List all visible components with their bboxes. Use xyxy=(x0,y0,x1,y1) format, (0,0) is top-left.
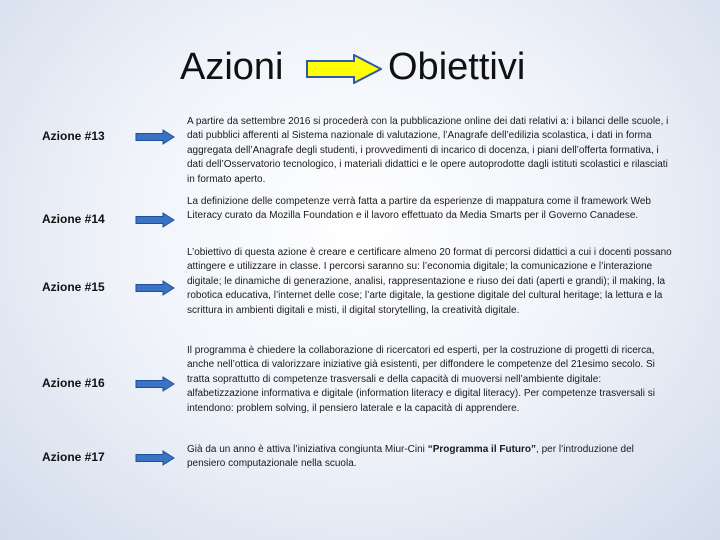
action-label-15: Azione #15 xyxy=(42,280,105,294)
right-arrow-icon xyxy=(306,54,382,84)
action-description-17 xyxy=(187,443,675,472)
title-obiettivi: Obiettivi xyxy=(388,46,526,88)
description-text: Già da un anno è attiva l’iniziativa congiunta Miur-Cini xyxy=(187,444,428,455)
action-label-14: Azione #14 xyxy=(42,212,105,226)
title-azioni: Azioni xyxy=(180,46,284,88)
action-label-17: Azione #17 xyxy=(42,450,105,464)
description-text: , per l’introduzione del pensiero computazionale nella scuola. xyxy=(187,444,634,470)
right-arrow-icon xyxy=(135,450,175,466)
right-arrow-icon xyxy=(135,280,175,296)
right-arrow-icon xyxy=(135,129,175,145)
action-label-13: Azione #13 xyxy=(42,129,105,143)
action-description-15: L’obiettivo di questa azione è creare e certificare almeno 20 format di percorsi didattici a cui i docenti possano attingere e utilizzare in classe. I percorsi saranno su: l’economia digitale; la comunicazione e l’interazione digitale; le dinamiche di generazione, analisi, rappresentazione e riuso dei dati (aperti e grandi); il making, la robotica educativa, l’internet delle cose; l’arte digitale, la gestione digitale del cultural heritage; la lettura e la scrittura in ambienti digitali e misti, il digital storytelling, la creatività digitale. xyxy=(187,247,672,316)
action-label-16: Azione #16 xyxy=(42,376,105,390)
action-description-14: La definizione delle competenze verrà fatta a partire da esperienze di mappatura come il framework Web Literacy curato da Mozilla Foundation e il lavoro effettuato da Media Smarts per il Governo Canadese. xyxy=(187,196,651,222)
action-description-13: A partire da settembre 2016 si procederà con la pubblicazione online dei dati relativi a: i bilanci delle scuole, i dati pubblici afferenti al Sistema nazionale di valutazione, l’Anagrafe dell’edilizia scolastica, i dati in forma aggregata dell’Anagrafe degli studenti, i provvedimenti di incarico di docenza, i piani dell’offerta formativa, i dati dell’Osservatorio tecnologico, i materiali didattici e le opere autoprodotte dagli istituti scolastici e rilasciati in formato aperto. xyxy=(187,116,669,185)
action-description-16: Il programma è chiedere la collaborazione di ricercatori ed esperti, per la costruzione di progetti di ricerca, anche nell’ottica di valorizzare iniziative già esistenti, per diffondere le competenze del 21esimo secolo. Si tratta soprattutto di competenze trasversali e della capacità di muoversi nell’ambiente digitale: alfabetizzazione informativa e digitale (information literacy e digital literacy). Per competenze trasversali si intendono: problem solving, il pensiero laterale e la capacità di apprendere. xyxy=(187,345,655,414)
right-arrow-icon xyxy=(135,376,175,392)
programme-name: “Programma il Futuro” xyxy=(427,444,537,455)
right-arrow-icon xyxy=(135,212,175,228)
